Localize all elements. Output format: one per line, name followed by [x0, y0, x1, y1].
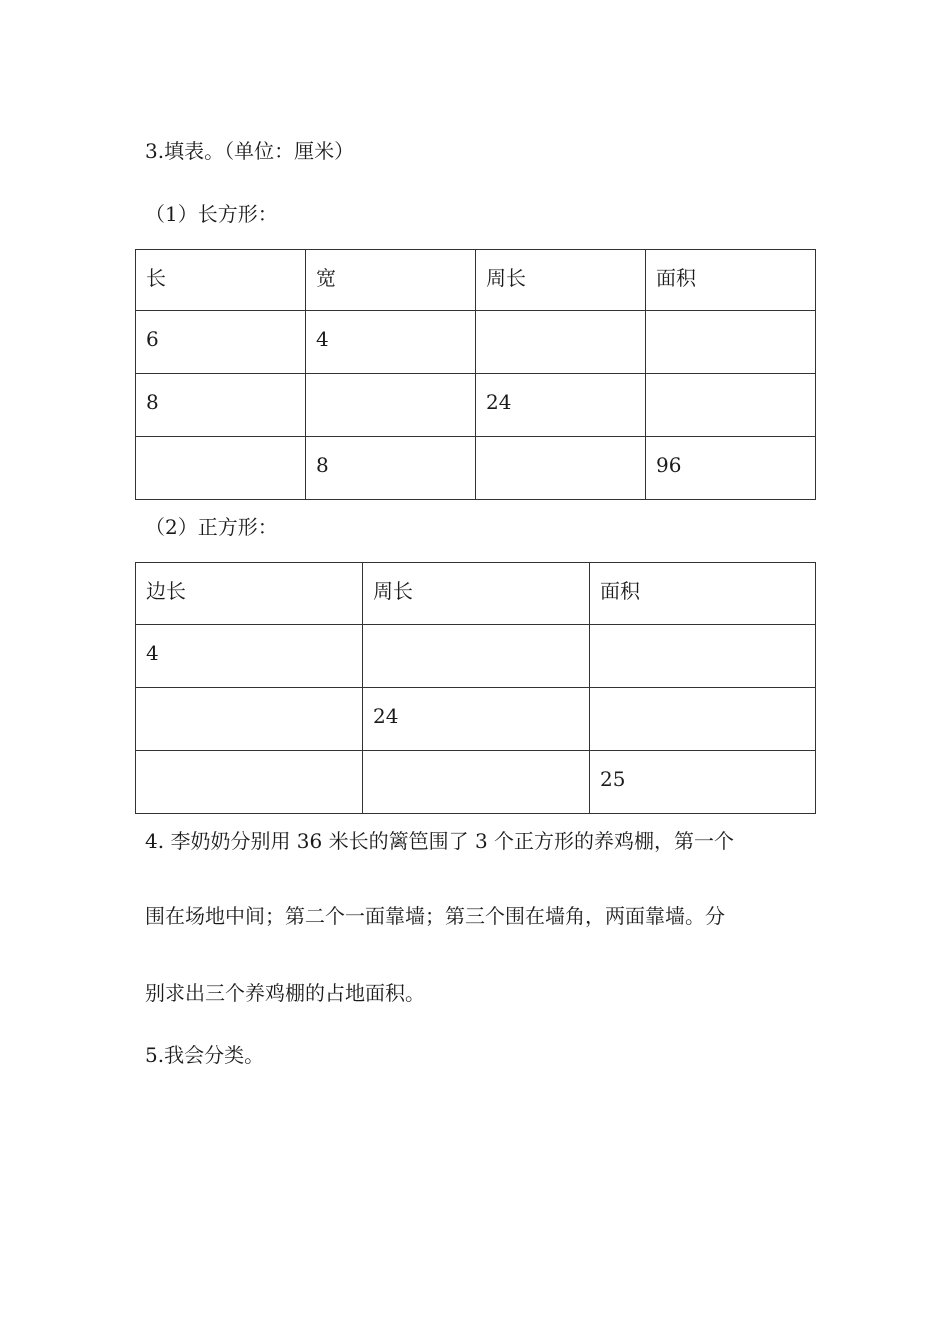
header-side-length: 边长 [136, 563, 363, 625]
question-4-line-3: 别求出三个养鸡棚的占地面积。 [145, 981, 425, 1005]
table-row [136, 625, 816, 688]
square-section-label: （2）正方形： [145, 515, 278, 539]
table-header-row [136, 563, 816, 625]
table-cell[interactable] [136, 688, 363, 751]
rectangle-section-label: （1）长方形： [145, 202, 278, 226]
question-4-line-1: 4. 李奶奶分别用 36 米长的篱笆围了 3 个正方形的养鸡棚，第一个 [145, 829, 735, 853]
table-cell[interactable] [646, 311, 816, 374]
table-cell[interactable]: 6 [136, 311, 306, 374]
header-length: 长 [136, 250, 306, 311]
header-area: 面积 [590, 563, 816, 625]
table-cell[interactable] [476, 311, 646, 374]
table-row [136, 437, 816, 500]
table-cell[interactable] [136, 751, 363, 814]
table-cell[interactable]: 24 [476, 374, 646, 437]
table-row [136, 688, 816, 751]
square-table [135, 562, 816, 814]
table-header-row [136, 250, 816, 311]
table-cell[interactable]: 8 [136, 374, 306, 437]
table-cell[interactable] [306, 374, 476, 437]
question-5-title: 5.我会分类。 [145, 1043, 265, 1067]
table-row [136, 311, 816, 374]
table-cell[interactable]: 96 [646, 437, 816, 500]
question-3-title: 3.填表。（单位：厘米） [145, 139, 355, 163]
question-4-line-2: 围在场地中间；第二个一面靠墙；第三个围在墙角，两面靠墙。分 [145, 904, 725, 928]
header-perimeter: 周长 [476, 250, 646, 311]
table-cell[interactable]: 4 [306, 311, 476, 374]
table-cell[interactable]: 24 [363, 688, 590, 751]
table-cell[interactable] [363, 625, 590, 688]
table-cell[interactable]: 4 [136, 625, 363, 688]
table-row [136, 751, 816, 814]
header-width: 宽 [306, 250, 476, 311]
table-cell[interactable] [590, 688, 816, 751]
table-cell[interactable]: 25 [590, 751, 816, 814]
table-cell[interactable] [136, 437, 306, 500]
header-area: 面积 [646, 250, 816, 311]
table-cell[interactable] [646, 374, 816, 437]
table-cell[interactable] [590, 625, 816, 688]
table-cell[interactable]: 8 [306, 437, 476, 500]
rectangle-table [135, 249, 816, 500]
table-cell[interactable] [363, 751, 590, 814]
table-row [136, 374, 816, 437]
table-cell[interactable] [476, 437, 646, 500]
header-perimeter: 周长 [363, 563, 590, 625]
